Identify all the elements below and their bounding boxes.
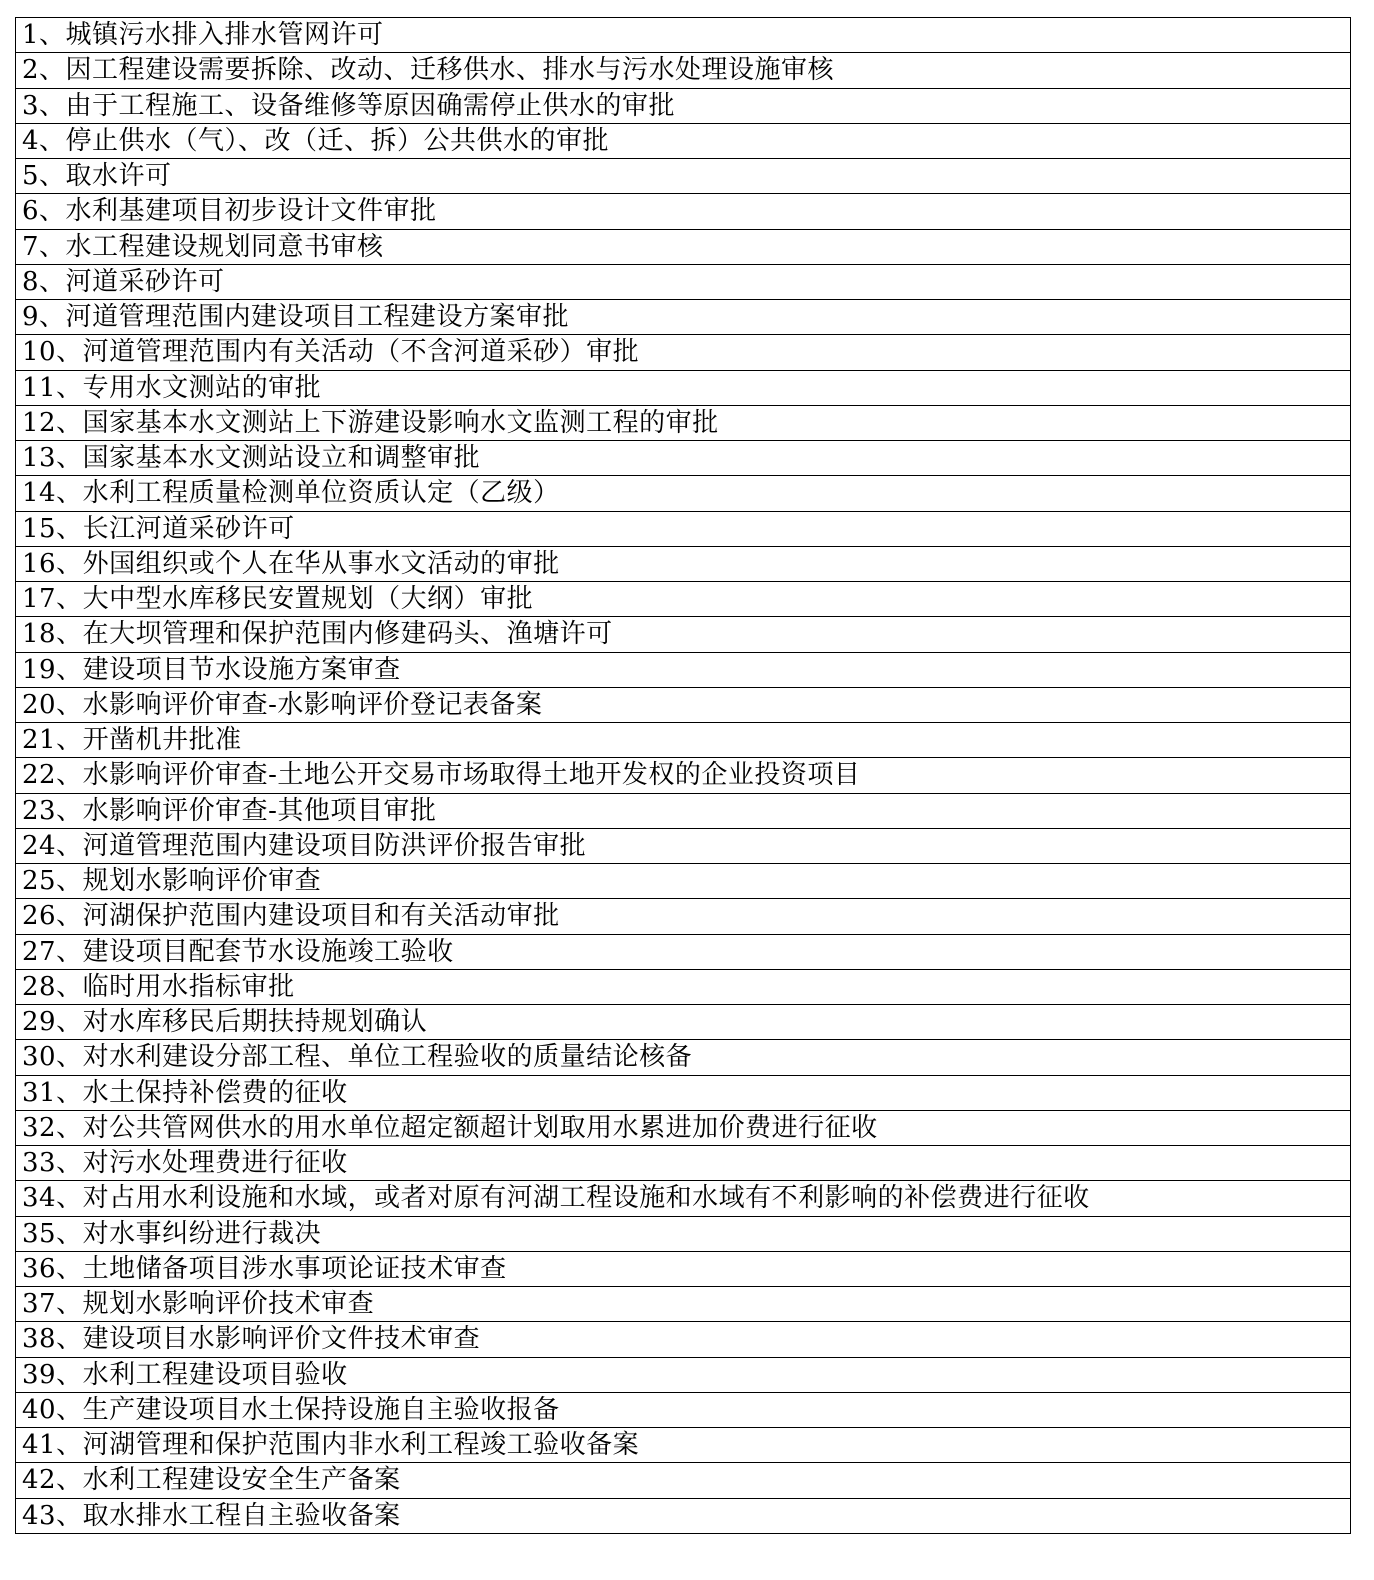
table-row bbox=[16, 687, 1351, 722]
table-row bbox=[16, 194, 1351, 229]
table-row bbox=[16, 476, 1351, 511]
table-row bbox=[16, 1357, 1351, 1392]
item-cell: 31、水土保持补偿费的征收 bbox=[16, 1075, 1351, 1110]
item-cell: 30、对水利建设分部工程、单位工程验收的质量结论核备 bbox=[16, 1040, 1351, 1075]
item-cell: 14、水利工程质量检测单位资质认定（乙级） bbox=[16, 476, 1351, 511]
table-row bbox=[16, 934, 1351, 969]
table-row bbox=[16, 123, 1351, 158]
item-cell: 21、开凿机井批准 bbox=[16, 723, 1351, 758]
item-cell: 15、长江河道采砂许可 bbox=[16, 511, 1351, 546]
table-row bbox=[16, 88, 1351, 123]
item-cell: 23、水影响评价审查-其他项目审批 bbox=[16, 793, 1351, 828]
item-cell: 10、河道管理范围内有关活动（不含河道采砂）审批 bbox=[16, 335, 1351, 370]
item-cell: 11、专用水文测站的审批 bbox=[16, 370, 1351, 405]
table-row bbox=[16, 793, 1351, 828]
item-cell: 37、规划水影响评价技术审查 bbox=[16, 1287, 1351, 1322]
item-cell: 43、取水排水工程自主验收备案 bbox=[16, 1498, 1351, 1533]
table-row bbox=[16, 511, 1351, 546]
item-cell: 9、河道管理范围内建设项目工程建设方案审批 bbox=[16, 300, 1351, 335]
table-row bbox=[16, 335, 1351, 370]
table-row bbox=[16, 1498, 1351, 1533]
item-cell: 36、土地储备项目涉水事项论证技术审查 bbox=[16, 1251, 1351, 1286]
item-cell: 3、由于工程施工、设备维修等原因确需停止供水的审批 bbox=[16, 88, 1351, 123]
table-row bbox=[16, 370, 1351, 405]
item-cell: 35、对水事纠纷进行裁决 bbox=[16, 1216, 1351, 1251]
item-cell: 40、生产建设项目水土保持设施自主验收报备 bbox=[16, 1392, 1351, 1427]
item-table-body bbox=[16, 18, 1351, 1534]
table-row bbox=[16, 899, 1351, 934]
table-row bbox=[16, 1392, 1351, 1427]
item-cell: 18、在大坝管理和保护范围内修建码头、渔塘许可 bbox=[16, 617, 1351, 652]
item-cell: 20、水影响评价审查-水影响评价登记表备案 bbox=[16, 687, 1351, 722]
table-row bbox=[16, 1428, 1351, 1463]
item-cell: 42、水利工程建设安全生产备案 bbox=[16, 1463, 1351, 1498]
table-row bbox=[16, 828, 1351, 863]
table-row bbox=[16, 18, 1351, 53]
table-row bbox=[16, 758, 1351, 793]
table-row bbox=[16, 1463, 1351, 1498]
item-cell: 2、因工程建设需要拆除、改动、迁移供水、排水与污水处理设施审核 bbox=[16, 53, 1351, 88]
table-row bbox=[16, 546, 1351, 581]
item-cell: 13、国家基本水文测站设立和调整审批 bbox=[16, 441, 1351, 476]
table-row bbox=[16, 1251, 1351, 1286]
item-cell: 33、对污水处理费进行征收 bbox=[16, 1146, 1351, 1181]
table-row bbox=[16, 159, 1351, 194]
item-cell: 22、水影响评价审查-土地公开交易市场取得土地开发权的企业投资项目 bbox=[16, 758, 1351, 793]
item-cell: 32、对公共管网供水的用水单位超定额超计划取用水累进加价费进行征收 bbox=[16, 1110, 1351, 1145]
table-row bbox=[16, 652, 1351, 687]
table-row bbox=[16, 617, 1351, 652]
table-row bbox=[16, 582, 1351, 617]
table-row bbox=[16, 53, 1351, 88]
item-cell: 7、水工程建设规划同意书审核 bbox=[16, 229, 1351, 264]
table-row bbox=[16, 300, 1351, 335]
item-cell: 24、河道管理范围内建设项目防洪评价报告审批 bbox=[16, 828, 1351, 863]
table-row bbox=[16, 1216, 1351, 1251]
item-cell: 41、河湖管理和保护范围内非水利工程竣工验收备案 bbox=[16, 1428, 1351, 1463]
item-cell: 5、取水许可 bbox=[16, 159, 1351, 194]
table-row bbox=[16, 1146, 1351, 1181]
table-row bbox=[16, 1287, 1351, 1322]
item-cell: 25、规划水影响评价审查 bbox=[16, 864, 1351, 899]
table-row bbox=[16, 864, 1351, 899]
item-cell: 27、建设项目配套节水设施竣工验收 bbox=[16, 934, 1351, 969]
item-cell: 8、河道采砂许可 bbox=[16, 264, 1351, 299]
table-row bbox=[16, 405, 1351, 440]
item-cell: 19、建设项目节水设施方案审查 bbox=[16, 652, 1351, 687]
table-row bbox=[16, 969, 1351, 1004]
table-row bbox=[16, 1075, 1351, 1110]
item-table bbox=[15, 17, 1351, 1534]
table-row bbox=[16, 1040, 1351, 1075]
item-cell: 38、建设项目水影响评价文件技术审查 bbox=[16, 1322, 1351, 1357]
item-cell: 29、对水库移民后期扶持规划确认 bbox=[16, 1005, 1351, 1040]
table-row bbox=[16, 229, 1351, 264]
item-cell: 16、外国组织或个人在华从事水文活动的审批 bbox=[16, 546, 1351, 581]
table-row bbox=[16, 1110, 1351, 1145]
item-cell: 1、城镇污水排入排水管网许可 bbox=[16, 18, 1351, 53]
table-row bbox=[16, 1322, 1351, 1357]
table-row bbox=[16, 723, 1351, 758]
table-row bbox=[16, 1005, 1351, 1040]
item-cell: 6、水利基建项目初步设计文件审批 bbox=[16, 194, 1351, 229]
table-row bbox=[16, 1181, 1351, 1216]
item-cell: 34、对占用水利设施和水域，或者对原有河湖工程设施和水域有不利影响的补偿费进行征收 bbox=[16, 1181, 1351, 1216]
table-row bbox=[16, 264, 1351, 299]
item-cell: 28、临时用水指标审批 bbox=[16, 969, 1351, 1004]
table-row bbox=[16, 441, 1351, 476]
item-cell: 12、国家基本水文测站上下游建设影响水文监测工程的审批 bbox=[16, 405, 1351, 440]
item-cell: 26、河湖保护范围内建设项目和有关活动审批 bbox=[16, 899, 1351, 934]
item-cell: 4、停止供水（气）、改（迁、拆）公共供水的审批 bbox=[16, 123, 1351, 158]
item-cell: 17、大中型水库移民安置规划（大纲）审批 bbox=[16, 582, 1351, 617]
item-cell: 39、水利工程建设项目验收 bbox=[16, 1357, 1351, 1392]
